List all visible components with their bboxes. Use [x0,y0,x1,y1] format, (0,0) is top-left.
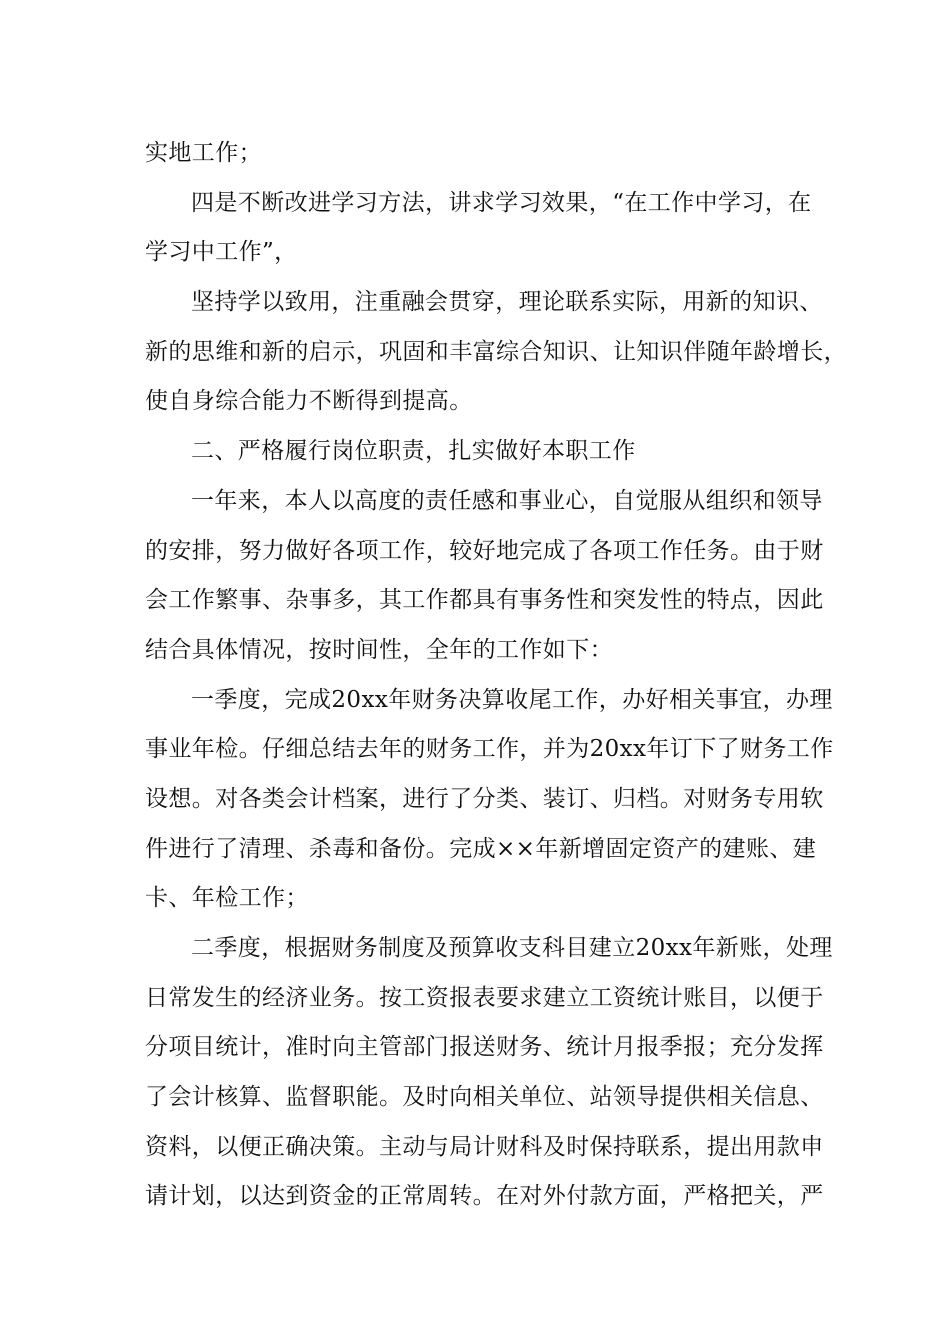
text-line: 了会计核算、监督职能。及时向相关单位、站领导提供相关信息、 [145,1084,824,1110]
text-line: 一季度，完成20xx年财务决算收尾工作，办好相关事宜，办理 [191,687,833,713]
text-line: 设想。对各类会计档案，进行了分类、装订、归档。对财务专用软 [145,786,824,812]
text-line: 学习中工作”， [145,239,298,265]
text-line: 会工作繁事、杂事多，其工作都具有事务性和突发性的特点，因此 [145,587,824,613]
text-line: 新的思维和新的启示，巩固和丰富综合知识、让知识伴随年龄增长， [145,339,847,365]
text-line: 结合具体情况，按时间性，全年的工作如下： [145,637,613,663]
section-heading: 二、严格履行岗位职责，扎实做好本职工作 [191,438,636,464]
text-line: 请计划，以达到资金的正常周转。在对外付款方面，严格把关，严 [145,1183,824,1209]
text-line: 件进行了清理、杀毒和备份。完成××年新增固定资产的建账、建 [145,836,817,862]
text-line: 资料，以便正确决策。主动与局计财科及时保持联系，提出用款申 [145,1134,824,1160]
text-line: 日常发生的经济业务。按工资报表要求建立工资统计账目，以便于 [145,985,824,1011]
text-line: 使自身综合能力不断得到提高。 [145,388,473,414]
text-line: 分项目统计，准时向主管部门报送财务、统计月报季报；充分发挥 [145,1034,824,1060]
text-line: 四是不断改进学习方法，讲求学习效果，“在工作中学习，在 [191,190,812,216]
text-line: 一年来，本人以高度的责任感和事业心，自觉服从组织和领导 [191,488,823,514]
text-line: 卡、年检工作； [145,885,309,911]
text-line: 事业年检。仔细总结去年的财务工作，并为20xx年订下了财务工作 [145,736,834,762]
text-line: 坚持学以致用，注重融会贯穿，理论联系实际，用新的知识、 [191,289,823,315]
text-line: 二季度，根据财务制度及预算收支科目建立20xx年新账，处理 [191,935,833,961]
text-line: 实地工作； [145,140,262,166]
text-line: 的安排，努力做好各项工作，较好地完成了各项工作任务。由于财 [145,538,824,564]
